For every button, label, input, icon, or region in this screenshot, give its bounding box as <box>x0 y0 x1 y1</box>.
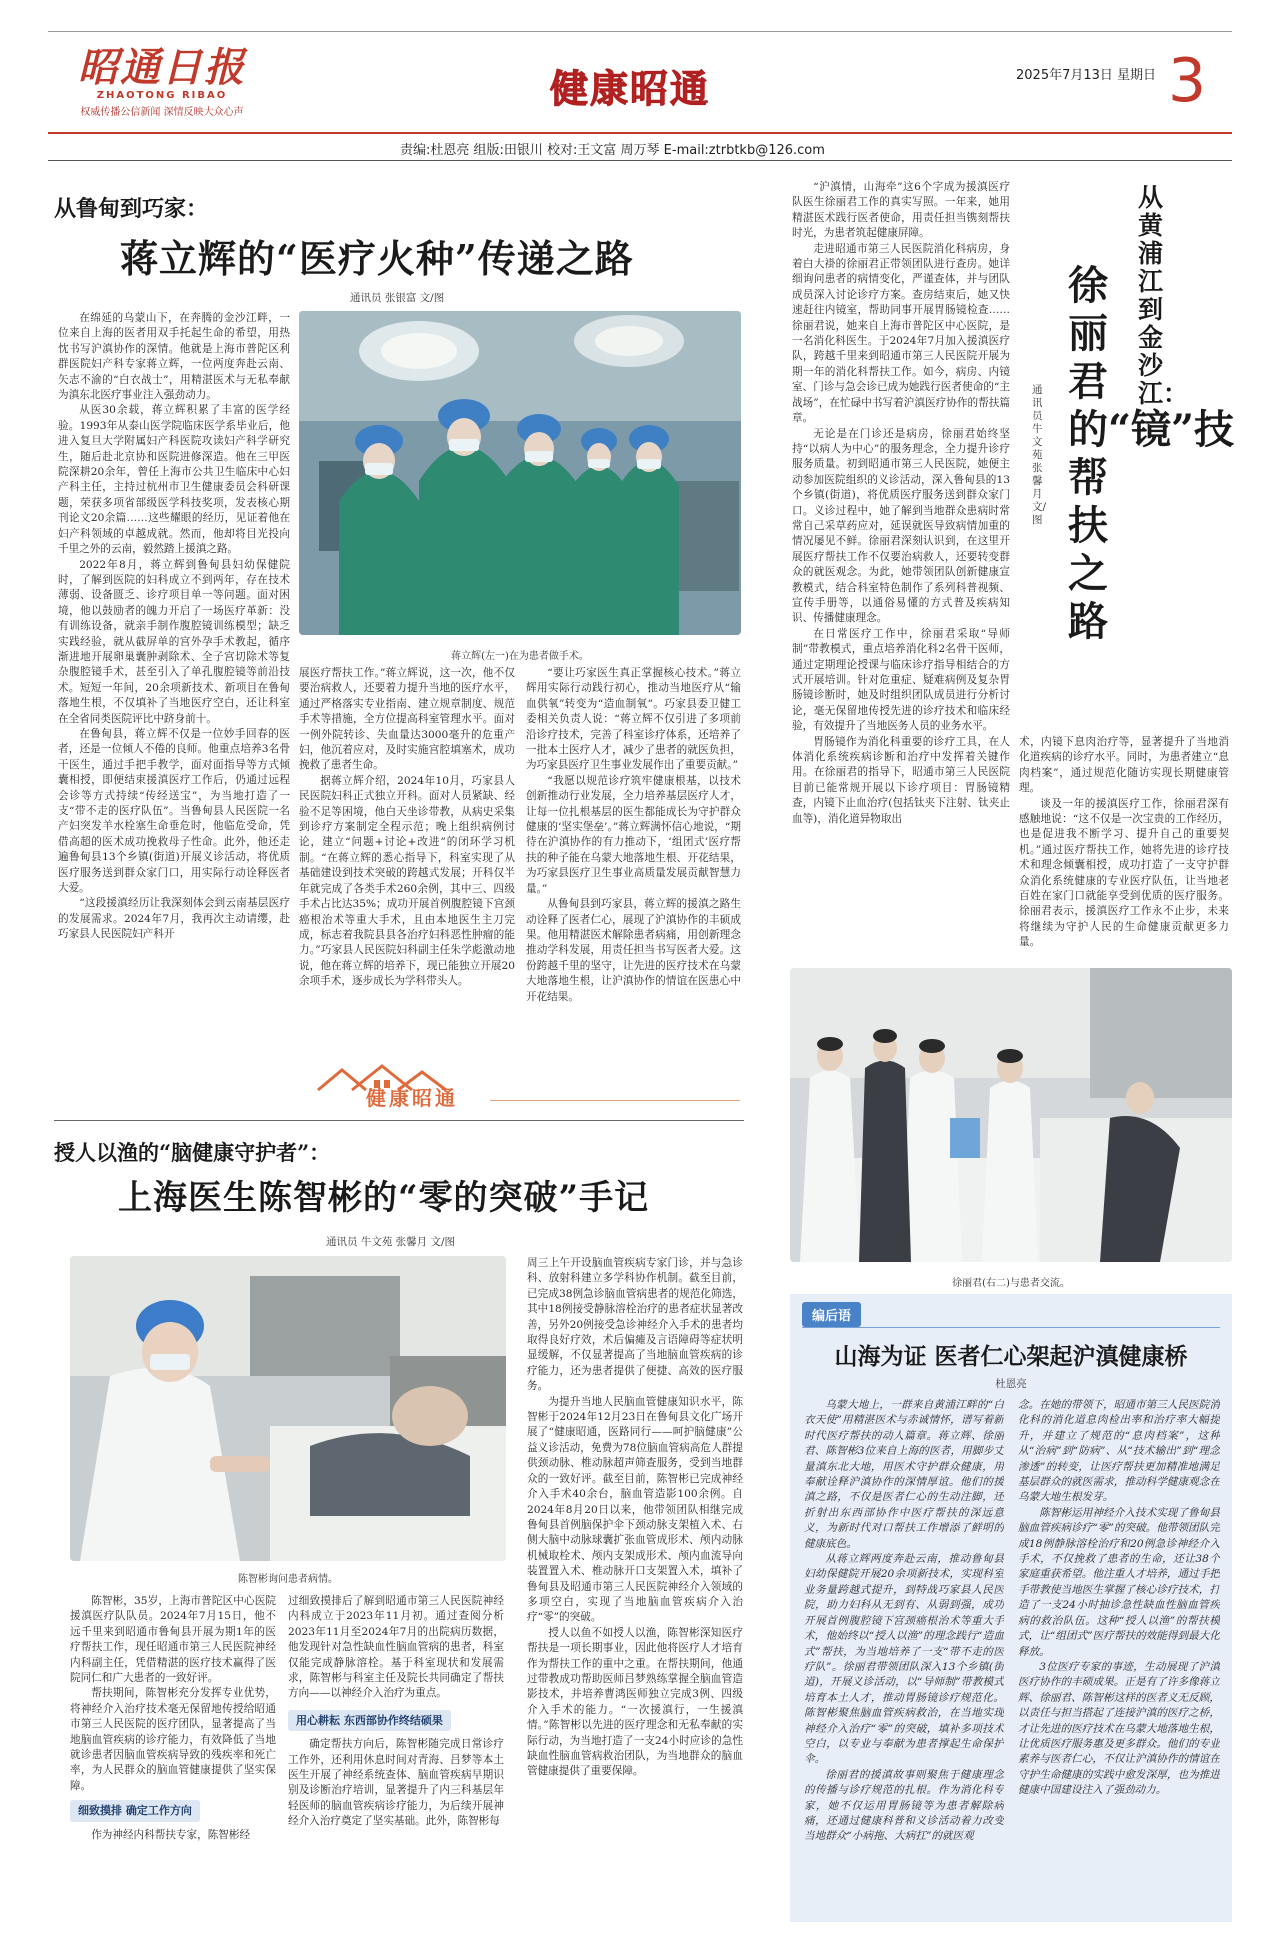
editorial-byline: 杜恩亮 <box>995 1378 1027 1390</box>
masthead-rule <box>48 132 1232 134</box>
article3-photo <box>70 1256 506 1561</box>
paragraph: 乌蒙大地上，一群来自黄浦江畔的“白衣天使”用精湛医术与赤诚情怀，谱写着新时代医疗帮扶的动人篇章。蒋立辉、徐丽君、陈智彬3位来自上海的医者，用脚步丈量滇东北大地，用医术守护群众健康，用奉献诠释沪滇协作的深情厚谊。他们的援滇之路，不仅是医者仁心的生动注脚，还折射出东西部协作中医疗帮扶的深远意义，为新时代对口帮扶工作增添了鲜明的健康底色。 <box>804 1399 1004 1550</box>
article3-column-2 <box>288 1594 504 1914</box>
page-number: 3 <box>1168 46 1207 116</box>
paragraph: 在绵延的乌蒙山下，在奔腾的金沙江畔，一位来自上海的医者用双手托起生命的希望，用热忱书写沪滇协作的深情。他就是上海市普陀区利群医院妇产科专家蒋立辉，一位两度奔赴云南、矢志不渝的“白衣战士”，用精湛医术与无私奉献为滇东北医疗事业注入强劲动力。 <box>58 312 290 402</box>
article1-photo-caption: 蒋立辉(左一)在为患者做手术。 <box>451 651 589 662</box>
article2-kicker: 从黄浦江到金沙江： <box>1138 183 1189 408</box>
paragraph: 念。在她的带领下，昭通市第三人民医院消化科的消化道息肉检出率和治疗率大幅提升，并建立了规范的“息肉档案”，这种从“治病”到“防病”、从“技术输出”到“理念渗透”的转变，让医疗帮扶更加精准地满足基层群众的就医需求，推动科学健康观念在乌蒙大地生根发芽。 <box>1018 1399 1220 1504</box>
article3-byline: 通讯员 牛文苑 张馨月 文/图 <box>326 1236 456 1248</box>
section-title: 健康昭通 <box>549 67 710 111</box>
logo-text: 昭通日报 <box>78 44 246 91</box>
paragraph: 3位医疗专家的事迹，生动展现了沪滇医疗协作的丰硕成果。正是有了许多像蒋立辉、徐丽君、陈智彬这样的医者义无反顾，以责任与担当搭起了连接沪滇的医疗之桥，才让先进的医疗技术在乌蒙大地落地生根，让优质医疗服务惠及更多群众。他们的专业素养与医者仁心，不仅让沪滇协作的情谊在守护生命健康的实践中愈发深厚，也为推进健康中国建设注入了强劲动力。 <box>1018 1660 1220 1797</box>
article2-headline: 徐丽君的“镜”技帮扶之路 <box>1068 262 1235 645</box>
paragraph: 在日常医疗工作中，徐丽君采取“导师制”带教模式，重点培养消化科2名骨干医师，通过定期理论授课与临床诊疗指导相结合的方式开展培训。针对危重症、疑难病例及复杂胃肠镜诊断时，她及时组织团队成员进行分析讨论，毫无保留地传授先进的诊疗技术和临床经验，有效提升了当地医务人员的业务水平。 <box>792 627 1010 733</box>
section-divider <box>300 1060 750 1110</box>
editorial-column-1 <box>804 1398 1004 1914</box>
article3-column-3 <box>527 1256 743 1914</box>
editor-line: 责编:杜恩亮 组版:田银川 校对:王文富 周万琴 E-mail:ztrbtkb@126.com <box>400 143 825 158</box>
article3-photo-caption: 陈智彬询问患者病情。 <box>238 1574 338 1585</box>
logo-en: ZHAOTONG RIBAO <box>96 90 228 101</box>
editor-rule <box>48 160 1232 161</box>
paragraph: 为提升当地人民脑血管健康知识水平，陈智彬于2024年12月23日在鲁甸县文化广场开展了“健康昭通，医路同行——呵护脑健康”公益义诊活动，免费为78位脑血管病高危人群提供颈动脉、椎动脉超声筛查服务，受到当地群众的一致好评。截至目前，陈智彬已完成神经介入手术40余台，脑血管造影100余例。自2024年8月20日以来，他带领团队相继完成鲁甸县首例脑保护伞下颈动脉支架植入术、右侧大脑中动脉球囊扩张血管成形术、颅内动脉机械取栓术、颅内支架成形术、颅内血流导向装置置入术、椎动脉开口支架置入术，填补了鲁甸县及昭通市第三人民医院神经介入领域的多项空白，实现了当地脑血管疾病介入治疗“零”的突破。 <box>527 1395 743 1624</box>
paragraph: 从鲁甸县到巧家县，蒋立辉的援滇之路生动诠释了医者仁心，展现了沪滇协作的丰硕成果。他用精湛医术解除患者病痛，用创新理念推动学科发展，用责任担当书写医者大爱。这份跨越千里的坚守，让先进的医疗技术在乌蒙大地落地生根，让沪滇协作的情谊在医患心中开花结果。 <box>526 898 741 1003</box>
paragraph: “沪滇情，山海牵”这6个字成为援滇医疗队医生徐丽君工作的真实写照。一年来，她用精湛医术践行医者使命，用责任担当镌刻帮扶时光，为患者筑起健康屏障。 <box>792 181 1010 240</box>
article1-column-1 <box>58 311 290 1059</box>
article3-kicker: 授人以渔的“脑健康守护者”： <box>54 1140 331 1165</box>
article1-headline: 蒋立辉的“医疗火种”传递之路 <box>120 236 634 281</box>
editorial-tag: 编后语 <box>802 1302 861 1327</box>
paragraph: 术，内镜下息肉治疗等，显著提升了当地消化道疾病的诊疗水平。同时，为患者建立“息肉档案”，通过规范化随访实现长期健康管理。 <box>1019 736 1229 795</box>
paragraph: “这段援滇经历让我深刻体会到云南基层医疗的发展需求。2024年7月，我再次主动请缨，赴巧家县人民医院妇产科开 <box>58 897 290 941</box>
article2-byline: 通讯员 牛文苑 张馨月 文/图 <box>1032 384 1047 526</box>
paragraph: 从蒋立辉两度奔赴云南，推动鲁甸县妇幼保健院开展20余项新技术，实现科室业务量跨越式提升，到特战巧家县人民医院，助力妇科从无到有、从弱到强，成功开展首例腹腔镜下宫颈癌根治术等重大手术，他始终以“授人以渔”的理念践行“造血式”帮扶，为当地培养了一支“带不走的医疗队”。徐丽君带领团队深入13个乡镇(街道)，开展义诊活动，以“导师制”带教模式培育本土人才，推动胃肠镜诊疗规范化。陈智彬聚焦脑血管疾病救治，在当地实现神经介入治疗“零”的突破，填补多项技术空白，以专业与奉献为患者撑起生命保护伞。 <box>804 1553 1004 1766</box>
article2-photo-caption: 徐丽君(右二)与患者交流。 <box>952 1278 1070 1289</box>
paragraph: 在鲁甸县，蒋立辉不仅是一位妙手回春的医者，还是一位倾人不倦的良师。他重点培养3名骨干医生，通过手把手教学，面对面指导等方式倾囊相授，即便结束援滇医疗工作后，仍通过远程会诊等方式持续“传经送宝”，为当地打造了一支“带不走的医疗队伍”。当鲁甸县人民医院一名产妇突发羊水栓塞生命垂危时，他临危受命，凭借高超的医术成功挽救母子性命。此外，他还走遍鲁甸县13个乡镇(街道)开展义诊活动，将优质医疗服务送到群众家门口，用实际行动诠释医者大爱。 <box>58 727 290 895</box>
paragraph: 胃肠镜作为消化科重要的诊疗工具，在人体消化系统疾病诊断和治疗中发挥着关键作用。在徐丽君的指导下，昭通市第三人民医院目前已能常规开展以下诊疗项目：胃肠镜精查，内镜下止血治疗(包括钛夹下注射、钛夹止血等)，消化道异物取出 <box>792 735 1010 825</box>
article2-photo <box>790 968 1232 1262</box>
article1-kicker: 从鲁甸到巧家： <box>54 196 209 222</box>
editorial-box <box>790 1294 1232 1922</box>
editorial-rule <box>802 1327 1220 1328</box>
paragraph: 周三上午开设脑血管疾病专家门诊，并与急诊科、放射科建立多学科协作机制。截至目前，已完成38例急诊脑血管病患者的规范化筛选，其中18例接受静脉溶栓治疗的患者症状显著改善，另外20例接受急诊神经介入手术的患者均取得良好疗效，术后偏瘫及言语障碍等症状明显缓解，不仅显著提高了当地脑血管疾病的诊疗能力，还为患者提供了便捷、高效的医疗服务。 <box>527 1257 743 1393</box>
paragraph: 从医30余载，蒋立辉积累了丰富的医学经验。1993年从泰山医学院临床医学系毕业后，他进入复旦大学附属妇产科医院攻读妇产科学研究生，随后赴北京协和医院进修深造。他在三甲医院深耕20余年，曾任上海市公共卫生临床中心妇产科主任，主持过杭州市卫生健康委员会科研课题，荣获多项省部级医学科技奖项，发表核心期刊论文20余篇……这些耀眼的经历，见证着他在妇产科领域的卓越成就。然而，他却将目光投向千里之外的云南，毅然踏上援滇之路。 <box>58 404 290 556</box>
article3-column-1 <box>70 1594 276 1914</box>
paragraph: 陈智彬运用神经介入技术实现了鲁甸县脑血管疾病诊疗“零”的突破。他带领团队完成18例静脉溶栓治疗和20例急诊神经介入手术，不仅挽救了患者的生命，还让38个家庭重获希望。他注重人才培养，通过手把手带教使当地医生掌握了核心诊疗技术，打造了一支24小时抽诊急性缺血性脑血管疾病的救治队伍。这种“授人以渔”的帮扶模式，让“组团式”医疗帮扶的效能得到最大化释放。 <box>1018 1506 1220 1658</box>
paragraph: “要让巧家医生真正掌握核心技术。”蒋立辉用实际行动践行初心，推动当地医疗从“输血供氧”转变为“造血制氧”。巧家县委卫健工委相关负责人说：“蒋立辉不仅引进了多项前沿诊疗技术，完善了科室诊疗体系，还培养了一批本土医疗人才，减少了患者的就医负担，为巧家县医疗卫生事业发展作出了重要贡献。” <box>526 667 741 772</box>
editorial-headline: 山海为证 医者仁心架起沪滇健康桥 <box>834 1343 1188 1370</box>
divider-line <box>490 1100 740 1101</box>
paragraph: 徐丽君的援滇故事则聚焦于健康理念的传播与诊疗规范的扎根。作为消化科专家，她不仅运用胃肠镜等为患者解除病痛，还通过健康科普和义诊活动着力改变当地群众“小病拖、大病扛”的就医观 <box>804 1768 1004 1843</box>
article1-photo <box>299 311 741 635</box>
paragraph: 授人以鱼不如授人以渔，陈智彬深知医疗帮扶是一项长期事业，因此他将医疗人才培育作为帮扶工作的重中之重。在帮扶期间，他通过带教成功帮助医师吕梦熟练掌握全脑血管造影技术，并培养曹鸿医师独立完成3例、四级介入手术的能力。“一次援滇行，一生援滇情。”陈智彬以先进的医疗理念和无私奉献的实际行动，为当地打造了一支24小时应诊的急性缺血性脑血管病救治团队，为当地群众的脑血管健康提供了重要保障。 <box>527 1626 743 1778</box>
surgery-photo-illustration <box>299 311 741 635</box>
doctor-patient-ward-illustration <box>790 968 1232 1262</box>
article2-column-1 <box>792 180 1010 953</box>
paragraph: 陈智彬，35岁，上海市普陀区中心医院援滇医疗队队员。2024年7月15日，他不远千里来到昭通市鲁甸县开展为期1年的医疗帮扶工作，现任昭通市第三人民医院神经内科副主任，凭借精湛的医疗技术赢得了医院同仁和广大患者的一致好评。 <box>70 1595 276 1685</box>
editorial-column-2 <box>1018 1398 1220 1914</box>
article3-subhead-1: 细致摸排 确定工作方向 <box>70 1800 200 1821</box>
section-divider-label: 健康昭通 <box>366 1086 458 1110</box>
article3-headline: 上海医生陈智彬的“零的突破”手记 <box>118 1178 650 1218</box>
article2-column-2 <box>1019 735 1229 953</box>
slogan: 权威传播公信新闻 深情反映大众心声 <box>80 107 244 118</box>
article1-column-3 <box>526 666 741 1059</box>
paragraph: 无论是在门诊还是病房，徐丽君始终坚持“以病人为中心”的服务理念，全力提升诊疗服务质量。初到昭通市第三人民医院，她便主动参加医院组织的义诊活动，深入鲁甸县的13个乡镇(街道)，将优质医疗服务送到群众家门口。义诊过程中，她了解到当地群众患病时常常自己采草药应对，延误就医导致病情加重的情况屡见不鲜。徐丽君深刻认识到，在这里开展医疗帮扶工作不仅要治病救人，还要转变群众的就医观念。为此，她带领团队创新健康宣教模式，结合科室特色制作了系列科普视频、宣传手册等，以通俗易懂的方式普及疾病知识、传播健康理念。 <box>792 427 1010 625</box>
issue-date: 2025年7月13日 星期日 <box>1016 68 1157 83</box>
paragraph: 2022年8月，蒋立辉到鲁甸县妇幼保健院时，了解到医院的妇科成立不到两年，存在技术薄弱、设备匮乏、诊疗项目单一等问题。面对困境，他以鼓励者的魄力开启了一场医疗革新：没有训练设备，就亲手制作腹腔镜训练模型；缺乏实践经验，就从截屏单的宫外孕手术教起，循序渐进地开展卵巢囊肿剥除术、全子宫切除术等复杂腹腔镜手术，甚至引入了单孔腹腔镜等前沿技术。短短一年间，20余项新技术、新项目在鲁甸落地生根，不仅填补了当地医疗空白，还让科室在全省同类医院评比中跻身前十。 <box>58 558 290 725</box>
paragraph: 据蒋立辉介绍，2024年10月，巧家县人民医院妇科正式独立开科。面对人员紧缺、经验不足等困境，他白天坐诊带教，从病史采集到诊疗方案制定全程示范；晚上组织病例讨论，建立“问题+讨论+改进”的闭环学习机制。“在蒋立辉的悉心指导下，科室实现了从基础建设到技术突破的跨越式发展；开科仅半年就完成了各类手术260余例，其中三、四级手术占比达35%；成功开展首例腹腔镜下宫颈癌根治术等重大手术，且由本地医生主刀完成，标志着我院县县各治疗妇科恶性肿瘤的能力。”巧家县人民医院妇科副主任朱学彪激动地说，他在蒋立辉的培养下，现已能独立开展20余项手术，逐步成长为学科带头人。 <box>299 774 515 988</box>
top-rule <box>48 31 1232 32</box>
paragraph: 作为神经内科帮扶专家，陈智彬经 <box>91 1828 251 1841</box>
paragraph: 过细致摸排后了解到昭通市第三人民医院神经内科成立于2023年11月初。通过查阅分析2023年11月至2024年7月的出院病历数据，他发现针对急性缺血性脑血管病的患者，科室仅能完成静脉溶栓。基于科室现状和发展需求，陈智彬与科室主任及院长共同确定了帮扶方向——以神经介入治疗为重点。 <box>288 1595 504 1700</box>
paragraph: 谈及一年的援滇医疗工作，徐丽君深有感触地说：“这不仅是一次宝贵的工作经历，也是促进我不断学习、提升自己的重要契机。”通过医疗帮扶工作，她将先进的诊疗技术和理念倾囊相授，成功打造了一支守护群众消化系统健康的专业医疗队伍，让当地老百姓在家门口就能享受到优质的医疗服务。徐丽君表示，援滇医疗工作永不止步，未来将继续为守护人民的生命健康贡献更多力量。 <box>1019 797 1229 949</box>
article1-column-2 <box>299 666 515 1059</box>
masthead-logo <box>62 46 262 118</box>
paragraph: 帮扶期间，陈智彬充分发挥专业优势，将神经介入治疗技术毫无保留地传授给昭通市第三人民医院的医疗团队，显著提高了当地脑血管疾病的诊疗能力，有效降低了当地就诊患者因脑血管疾病导致的残疾率和死亡率，为人民群众的脑血管健康提供了坚实保障。 <box>70 1687 276 1792</box>
article1-byline: 通讯员 张银富 文/图 <box>350 292 445 304</box>
paragraph: “我愿以规范诊疗筑牢健康根基，以技术创新推动行业发展，全力培养基层医疗人才，让每一位扎根基层的医生都能成长为守护群众健康的‘坚实堡垒’。”蒋立辉满怀信心地说，“期待在沪滇协作的有力推动下，‘组团式’医疗帮扶的种子能在乌蒙大地落地生根、开花结果，为巧家县医疗卫生事业高质量发展贡献智慧力量。” <box>526 774 741 895</box>
paragraph: 展医疗帮扶工作。”蒋立辉说，这一次，他不仅要治病救人，还要着力提升当地的医疗水平，通过严格落实专业指南、建立规章制度、规范手术等措施，全方位提高科室管理水平。面对一例外院转诊、失血量达3000毫升的危重产妇，他沉着应对，及时实施宫腔填塞术，成功挽救了患者生命。 <box>299 667 515 772</box>
paragraph: 走进昭通市第三人民医院消化科病房，身着白大褂的徐丽君正带领团队进行查房。她详细询问患者的病情变化，严谨查体，并与团队成员深入讨论诊疗方案。查房结束后，她又快速赶往内镜室，帮助同事开展胃肠镜检查……徐丽君说，她来自上海市普陀区中心医院，是一名消化科医生。于2024年7月加入援滇医疗队，跨越千里来到昭通市第三人民医院开展为期一年的消化科帮扶工作。如今，病房、内镜室、门诊与急会诊已成为她践行医者使命的“主战场”，在忙碌中书写着沪滇医疗协作的帮扶篇章。 <box>792 242 1010 425</box>
doctor-bedside-illustration <box>70 1256 506 1561</box>
paragraph: 确定帮扶方向后，陈智彬随完成日常诊疗工作外，还利用休息时间对青海、吕梦等本土医生开展了神经系统查体、脑血管疾病早期识别及诊断治疗培训，显著提升了内三科基层年轻医师的脑血管疾病诊疗能力，为后续开展神经介入治疗奠定了坚实基础。此外，陈智彬每 <box>288 1738 504 1828</box>
article-separator <box>54 1120 744 1121</box>
article3-subhead-2: 用心耕耘 东西部协作终结硕果 <box>288 1710 451 1731</box>
